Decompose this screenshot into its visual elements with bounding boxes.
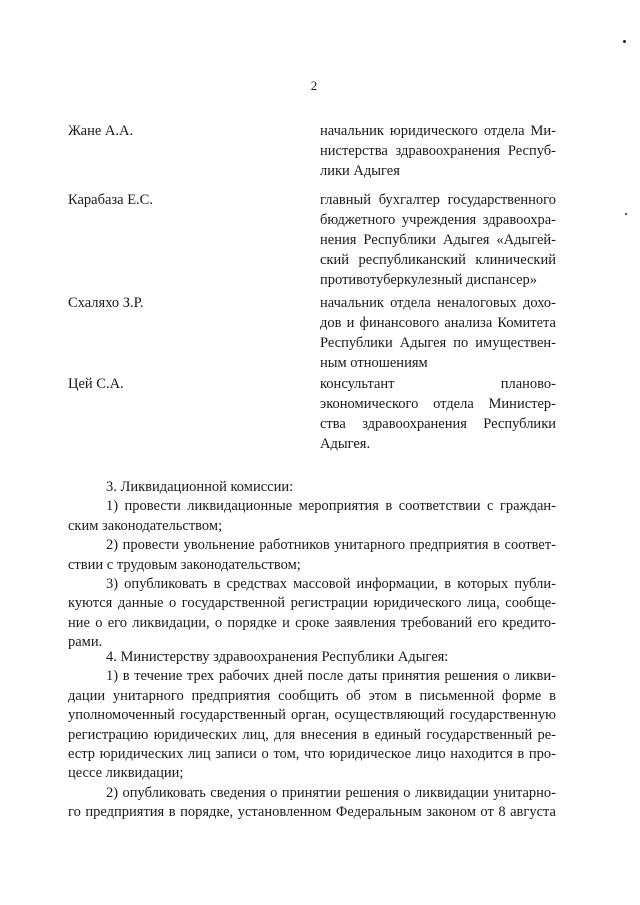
paragraph-line: регистрацию юридических лиц, для внесения в единый государственный ре- [68, 726, 556, 743]
role-line: главный бухгалтер государственного [320, 192, 556, 208]
paragraph-line: 1) провести ликвидационные мероприятия в соответствии с граждан- [106, 498, 556, 515]
paragraph-line: 3) опубликовать в средствах массовой информации, в которых публи- [106, 576, 556, 593]
role-line: нистерства здравоохранения Респуб- [320, 143, 556, 159]
role-line: ский республиканский клинический [320, 252, 556, 268]
role-line: противотуберкулезный диспансер» [320, 272, 538, 288]
member-name: Карабаза Е.С. [68, 192, 153, 208]
role-line: экономического отдела Министер- [320, 396, 556, 412]
paragraph-line: 2) опубликовать сведения о принятии решения о ликвидации унитарно- [106, 784, 556, 801]
role-line: Республики Адыгея по имуществен- [320, 335, 556, 351]
member-role [320, 190, 556, 290]
member-role [320, 293, 556, 373]
role-line: нения Республики Адыгея «Адыгей- [320, 232, 556, 248]
role-line: начальник отдела неналоговых дохо- [320, 295, 556, 311]
section-heading: 4. Министерству здравоохранения Республики Адыгея: [106, 649, 449, 665]
paragraph-line: ским законодательством; [68, 517, 223, 534]
paragraph-line: дации унитарного предприятия сообщить об этом в письменной форме в [68, 687, 556, 704]
paragraph-line: рами. [68, 634, 103, 651]
role-line: ным отношениям [320, 355, 428, 371]
role-line: консультант планово- [320, 376, 556, 392]
section-3-liquidation-commission [68, 478, 556, 653]
paragraph-line: го предприятия в порядке, установленном Федеральным законом от 8 августа [68, 804, 556, 821]
paragraph-line: 1) в течение трех рабочих дней после даты принятия решения о ликви- [106, 668, 556, 685]
role-line: дов и финансового анализа Комитета [320, 315, 556, 331]
role-line: ства здравоохранения Республики [320, 416, 556, 432]
section-heading: 3. Ликвидационной комиссии: [106, 479, 294, 495]
page-number: 2 [310, 78, 318, 93]
paragraph-line: уполномоченный государственный орган, осуществляющий государственную [68, 707, 556, 724]
scan-speck [625, 213, 627, 215]
role-line: начальник юридического отдела Ми- [320, 123, 556, 139]
paragraph-line: естр юридических лиц записи о том, что юридическое лицо находится в про- [68, 746, 556, 763]
scan-speck [623, 40, 626, 43]
paragraph-line: ние о его ликвидации, о порядке и сроке заявления требований его кредито- [68, 614, 556, 631]
member-name: Цей С.А. [68, 376, 124, 392]
paragraph-line: цессе ликвидации; [68, 765, 184, 782]
paragraph-line: куются данные о государственной регистрации юридического лица, сообще- [68, 595, 556, 612]
member-role [320, 121, 556, 181]
member-role [320, 374, 556, 454]
member-name: Жане А.А. [68, 123, 134, 139]
paragraph-line: 2) провести увольнение работников унитарного предприятия в соответ- [106, 537, 556, 554]
role-line: Адыгея. [320, 436, 371, 452]
paragraph-line: ствии с трудовым законодательством; [68, 556, 301, 573]
role-line: лики Адыгея [320, 163, 400, 179]
member-name: Схаляхо З.Р. [68, 295, 144, 311]
section-4-ministry-of-health [68, 648, 556, 823]
role-line: бюджетного учреждения здравоохра- [320, 212, 556, 228]
